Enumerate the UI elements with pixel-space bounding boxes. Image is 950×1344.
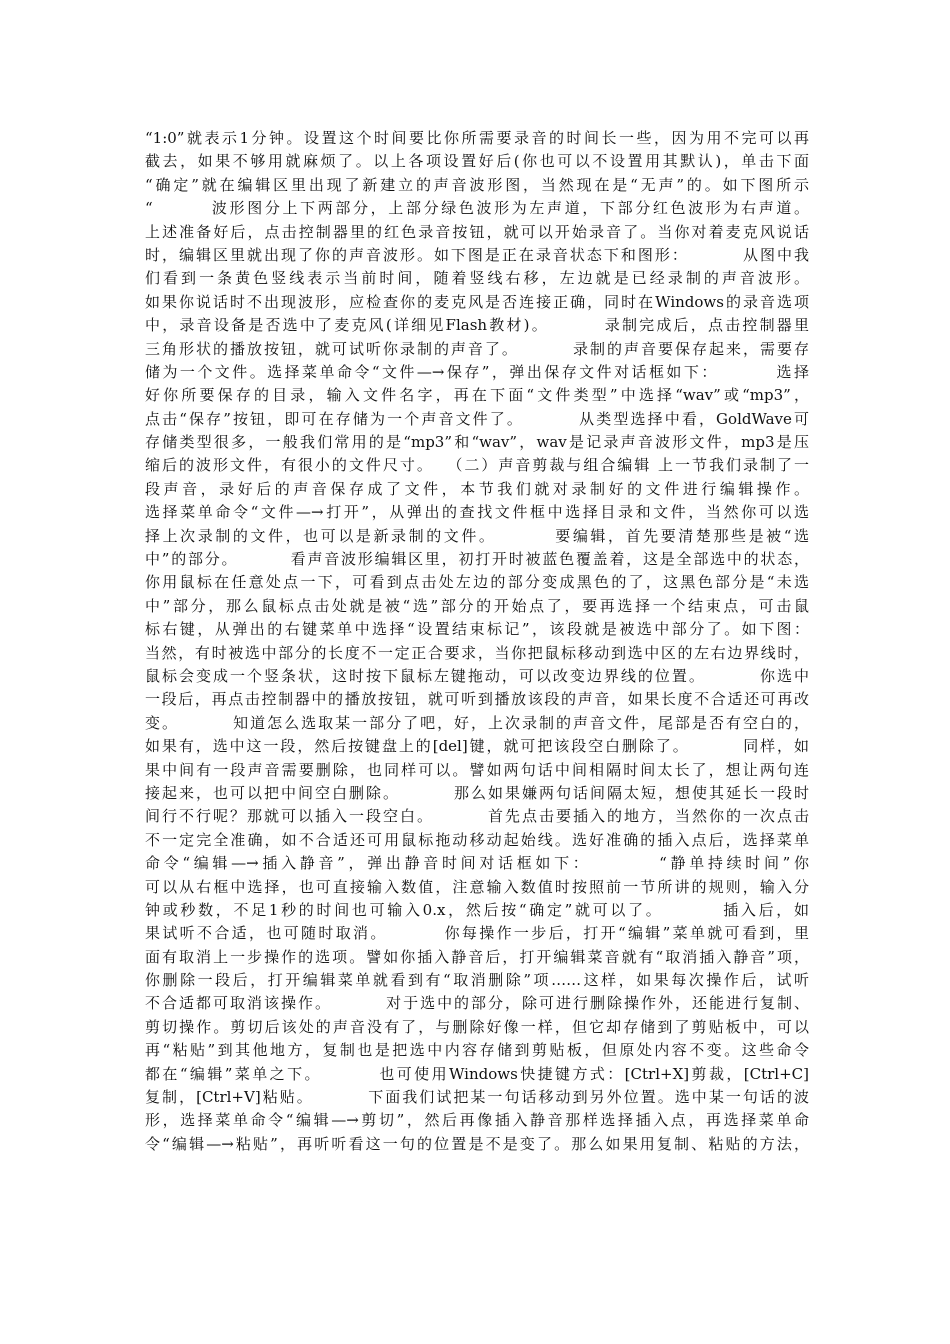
text-line: 剪切操作。剪切后该处的声音没有了，与删除好像一样，但它却存储到了剪贴板中，可以 bbox=[145, 1017, 809, 1036]
text-line: “ 波形图分上下两部分，上部分绿色波形为左声道，下部分红色波形为右声道。 bbox=[145, 199, 809, 218]
text-line: 一段后，再点击控制器中的播放按钮，就可听到播放该段的声音，如果长度不合适还可再改 bbox=[145, 690, 809, 709]
text-line: 鼠标会变成一个竖条状，这时按下鼠标左键拖动，可以改变边界线的位置。 你选中 bbox=[145, 666, 809, 685]
text-line: 当然，有时被选中部分的长度不一定正合要求，当你把鼠标移动到选中区的左右边界线时， bbox=[145, 643, 809, 662]
text-line: 命令“编辑—→插入静音”，弹出静音时间对话框如下： “静单持续时间”你 bbox=[145, 854, 809, 873]
text-line: 令“编辑—→粘贴”，再听听看这一句的位置是不是变了。那么如果用复制、粘贴的方法， bbox=[145, 1134, 809, 1153]
text-line: 可以从右框中选择，也可直接输入数值，注意输入数值时按照前一节所讲的规则，输入分 bbox=[145, 877, 809, 896]
text-line: 缩后的波形文件，有很小的文件尺寸。 （二）声音剪裁与组合编辑 上一节我们录制了一 bbox=[145, 456, 809, 475]
text-line: 复制，[Ctrl+V]粘贴。 下面我们试把某一句话移动到另外位置。选中某一句话的波 bbox=[145, 1088, 809, 1107]
text-line: 们看到一条黄色竖线表示当前时间，随着竖线右移，左边就是已经录制的声音波形。 bbox=[145, 269, 809, 288]
text-line: 好你所要保存的目录，输入文件名字，再在下面“文件类型”中选择“wav”或“mp3”， bbox=[145, 386, 809, 405]
text-line: 段声音，录好后的声音保存成了文件，本节我们就对录制好的文件进行编辑操作。 bbox=[145, 479, 809, 498]
text-line: 中”的部分。 看声音波形编辑区里，初打开时被蓝色覆盖着，这是全部选中的状态， bbox=[145, 550, 809, 569]
text-line: 上述准备好后，点击控制器里的红色录音按钮，就可以开始录音了。当你对着麦克风说话 bbox=[145, 222, 809, 241]
text-line: 中”部分，那么鼠标点击处就是被“选”部分的开始点了，要再选择一个结束点，可击鼠 bbox=[145, 596, 809, 615]
text-line: 接起来，也可以把中间空白删除。 那么如果嫌两句话间隔太短，想使其延长一段时 bbox=[145, 783, 809, 802]
text-line: 截去，如果不够用就麻烦了。以上各项设置好后(你也可以不设置用其默认)，单击下面 bbox=[145, 152, 809, 171]
text-line: 点击“保存”按钮，即可在存储为一个声音文件了。 从类型选择中看，GoldWave可 bbox=[145, 409, 809, 428]
text-line: 如果有，选中这一段，然后按键盘上的[del]键，就可把该段空白删除了。 同样，如 bbox=[145, 737, 809, 756]
text-line: 不合适都可取消该操作。 对于选中的部分，除可进行删除操作外，还能进行复制、 bbox=[145, 994, 809, 1013]
text-line: 果试听不合适，也可随时取消。 你每操作一步后，打开“编辑”菜单就可看到，里 bbox=[145, 924, 809, 943]
text-line: 存储类型很多，一般我们常用的是“mp3”和“wav”，wav是记录声音波形文件，mp3是压 bbox=[145, 433, 809, 452]
text-line: 钟或秒数，不足1秒的时间也可输入0.x，然后按“确定”就可以了。 插入后，如 bbox=[145, 900, 809, 919]
text-line: “1:0”就表示1分钟。设置这个时间要比你所需要录音的时间长一些，因为用不完可以再 bbox=[145, 129, 809, 147]
text-line: 中，录音设备是否选中了麦克风(详细见Flash教材)。 录制完成后，点击控制器里 bbox=[145, 316, 809, 335]
text-line: 选择菜单命令“文件—→打开”，从弹出的查找文件框中选择目录和文件，当然你可以选 bbox=[145, 503, 809, 522]
text-line: 都在“编辑”菜单之下。 也可使用Windows快捷键方式：[Ctrl+X]剪裁，[Ctrl+C] bbox=[145, 1064, 809, 1083]
text-line: 标右键，从弹出的右键菜单中选择“设置结束标记”，该段就是被选中部分了。如下图： bbox=[145, 620, 809, 639]
text-line: 你删除一段后，打开编辑菜单就看到有“取消删除”项……这样，如果每次操作后，试听 bbox=[145, 971, 809, 990]
text-line: 不一定完全准确，如不合适还可用鼠标拖动移动起始线。选好准确的插入点后，选择菜单 bbox=[145, 830, 809, 849]
text-line: 形，选择菜单命令“编辑—→剪切”，然后再像插入静音那样选择插入点，再选择菜单命 bbox=[145, 1111, 809, 1130]
text-line: 面有取消上一步操作的选项。譬如你插入静音后，打开编辑菜音就有“取消插入静音”项， bbox=[145, 947, 809, 966]
text-line: 三角形状的播放按钮，就可试听你录制的声音了。 录制的声音要保存起来，需要存 bbox=[145, 339, 809, 358]
text-line: 果中间有一段声音需要删除，也同样可以。譬如两句话中间相隔时间太长了，想让两句连 bbox=[145, 760, 809, 779]
text-line: 你用鼠标在任意处点一下，可看到点击处左边的部分变成黑色的了，这黑色部分是“未选 bbox=[145, 573, 809, 592]
text-line: 再“粘贴”到其他地方，复制也是把选中内容存储到剪贴板，但原处内容不变。这些命令 bbox=[145, 1041, 809, 1060]
text-line: 择上次录制的文件，也可以是新录制的文件。 要编辑，首先要清楚那些是被“选 bbox=[145, 526, 809, 545]
text-line: “确定”就在编辑区里出现了新建立的声音波形图，当然现在是“无声”的。如下图所示 bbox=[145, 175, 809, 194]
text-line: 储为一个文件。选择菜单命令“文件—→保存”，弹出保存文件对话框如下： 选择 bbox=[145, 362, 809, 381]
text-line: 间行不行呢？那就可以插入一段空白。 首先点击要插入的地方，当然你的一次点击 bbox=[145, 807, 809, 826]
text-line: 时，编辑区里就出现了你的声音波形。如下图是正在录音状态下和图形： 从图中我 bbox=[145, 245, 809, 264]
body-text bbox=[145, 127, 809, 1156]
text-line: 变。 知道怎么选取某一部分了吧，好，上次录制的声音文件，尾部是否有空白的， bbox=[145, 713, 809, 732]
text-line: 如果你说话时不出现波形，应检查你的麦克风是否连接正确，同时在Windows的录音选项 bbox=[145, 292, 809, 311]
